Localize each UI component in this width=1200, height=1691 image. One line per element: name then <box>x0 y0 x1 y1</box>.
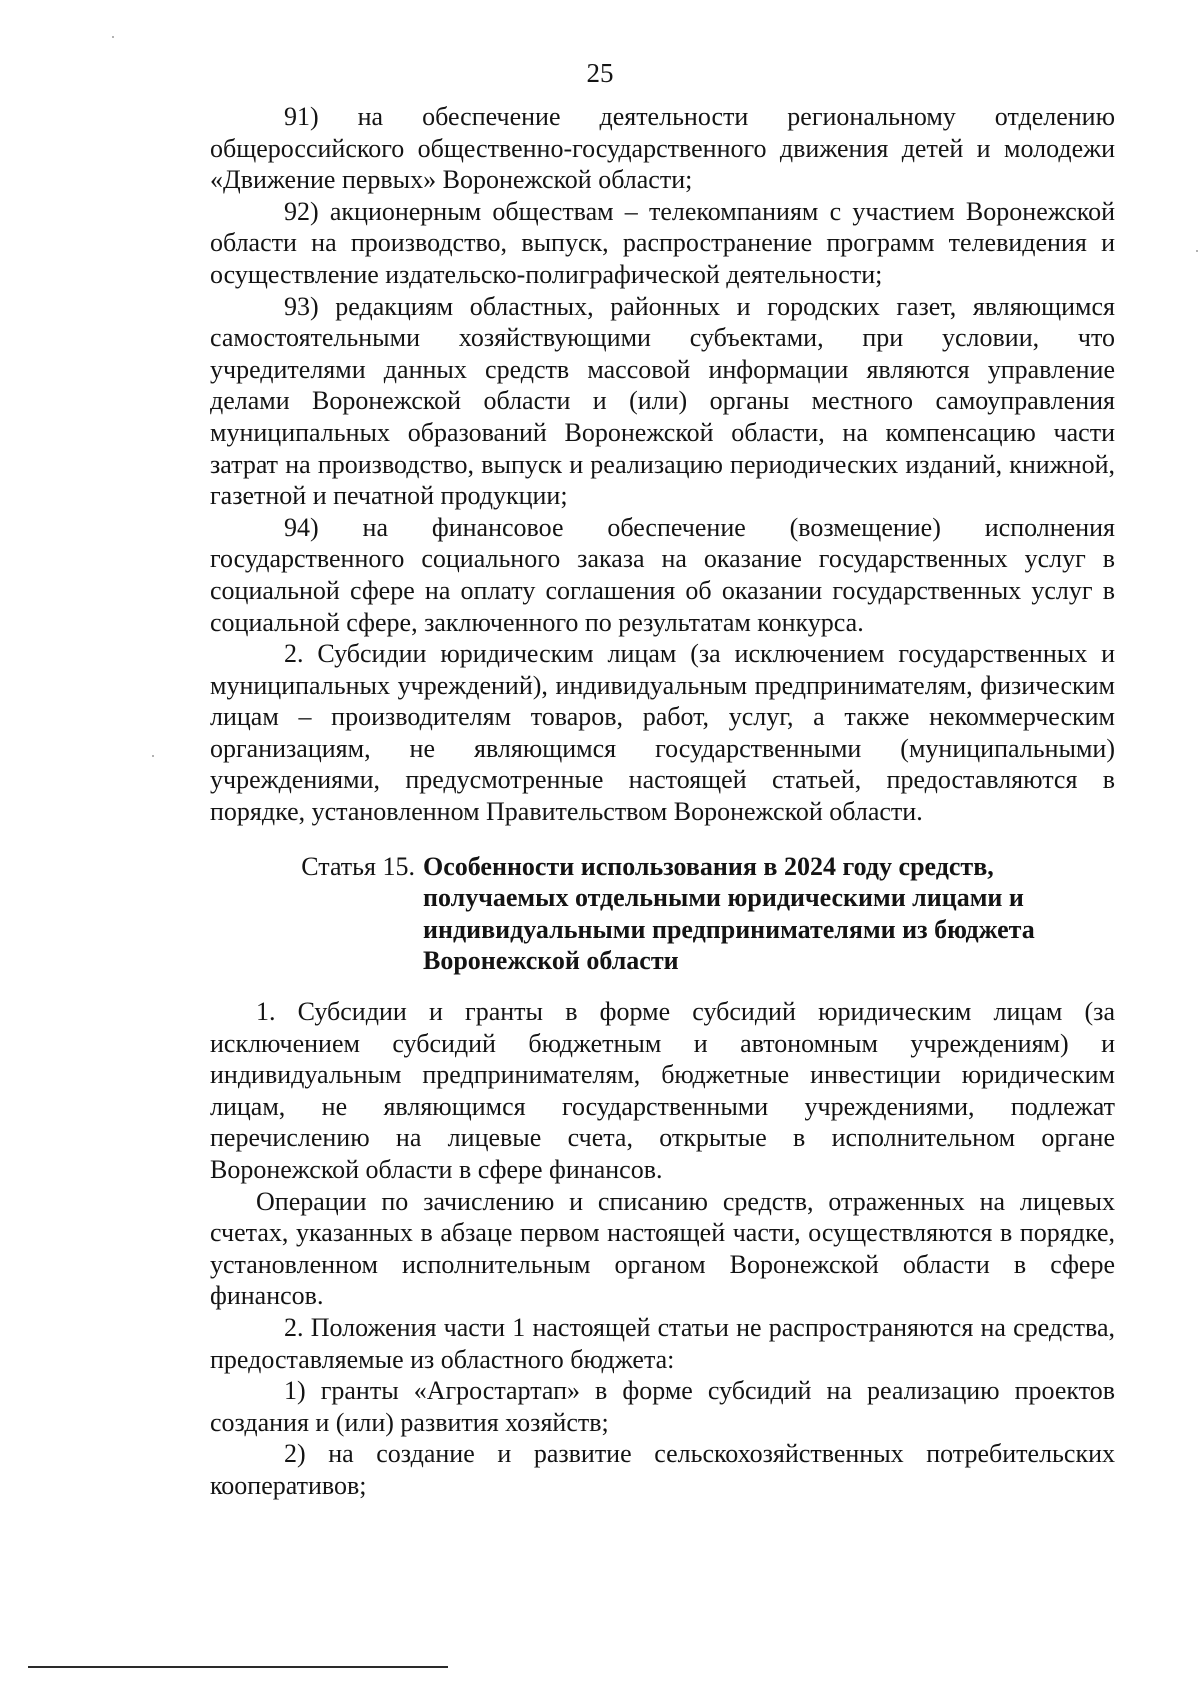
paragraph-item-1: 1) гранты «Агростартап» в форме субсидий на реализацию проектов создания и (или) развития хозяйств; <box>210 1376 1115 1437</box>
article-heading <box>210 851 1115 977</box>
paragraph-item-2: 2) на создание и развитие сельскохозяйственных потребительских кооперативов; <box>210 1439 1115 1500</box>
paragraph-item-93: 93) редакциям областных, районных и городских газет, являющимся самостоятельными хозяйствующими субъектами, при условии, что учредителями данных средств массовой информации являются управление делами Воронежской области и (или) органы местного самоуправления муниципальных образований Воронежской области, на компенсацию части затрат на производство, выпуск и реализацию периодических изданий, книжной, газетной и печатной продукции; <box>210 291 1115 511</box>
document-body <box>210 101 1115 1502</box>
paragraph-item-94: 94) на финансовое обеспечение (возмещение) исполнения государственного социального заказа на оказание государственных услуг в социальной сфере на оплату соглашения об оказании государственных услуг в социальной сфере, заключенного по результатам конкурса. <box>210 512 1115 637</box>
article-title: Особенности использования в 2024 году средств, получаемых отдельными юридическими лицами и индивидуальными предпринимателями из бюджета Воронежской области <box>423 851 1035 976</box>
page-number: 25 <box>586 58 614 88</box>
scan-edge-line <box>28 1666 448 1668</box>
scan-speck <box>112 36 114 38</box>
paragraph-part-2-subsidies: 2. Субсидии юридическим лицам (за исключением государственных и муниципальных учреждений), индивидуальным предпринимателям, физическим лицам – производителям товаров, работ, услуг, а также некоммерческим организациям, не являющимся государственными (муниципальными) учреждениями, предусмотренные настоящей статьей, предоставляются в порядке, установленном Правительством Воронежской области. <box>210 639 1115 827</box>
scan-speck <box>1196 250 1198 252</box>
paragraph-operations: Операции по зачислению и списанию средств, отраженных на лицевых счетах, указанных в абзаце первом настоящей части, осуществляются в порядке, установленном исполнительным органом Воронежской области в сфере финансов. <box>210 1186 1115 1311</box>
paragraph-part-1: 1. Субсидии и гранты в форме субсидий юридическим лицам (за исключением субсидий бюджетным и автономным учреждениям) и индивидуальным предпринимателям, бюджетные инвестиции юридическим лицам, не являющимся государственными учреждениями, подлежат перечислению на лицевые счета, открытые в исполнительном органе Воронежской области в сфере финансов. <box>210 997 1115 1184</box>
paragraph-item-91: 91) на обеспечение деятельности региональному отделению общероссийского общественно-государственного движения детей и молодежи «Движение первых» Воронежской области; <box>210 102 1115 195</box>
article-label: Статья 15. <box>301 851 415 881</box>
scan-speck <box>152 755 154 757</box>
paragraph-part-2: 2. Положения части 1 настоящей статьи не распространяются на средства, предоставляемые из областного бюджета: <box>210 1312 1115 1374</box>
paragraph-item-92: 92) акционерным обществам – телекомпаниям с участием Воронежской области на производство, выпуск, распространение программ телевидения и осуществление издательско-полиграфической деятельности; <box>210 196 1115 289</box>
